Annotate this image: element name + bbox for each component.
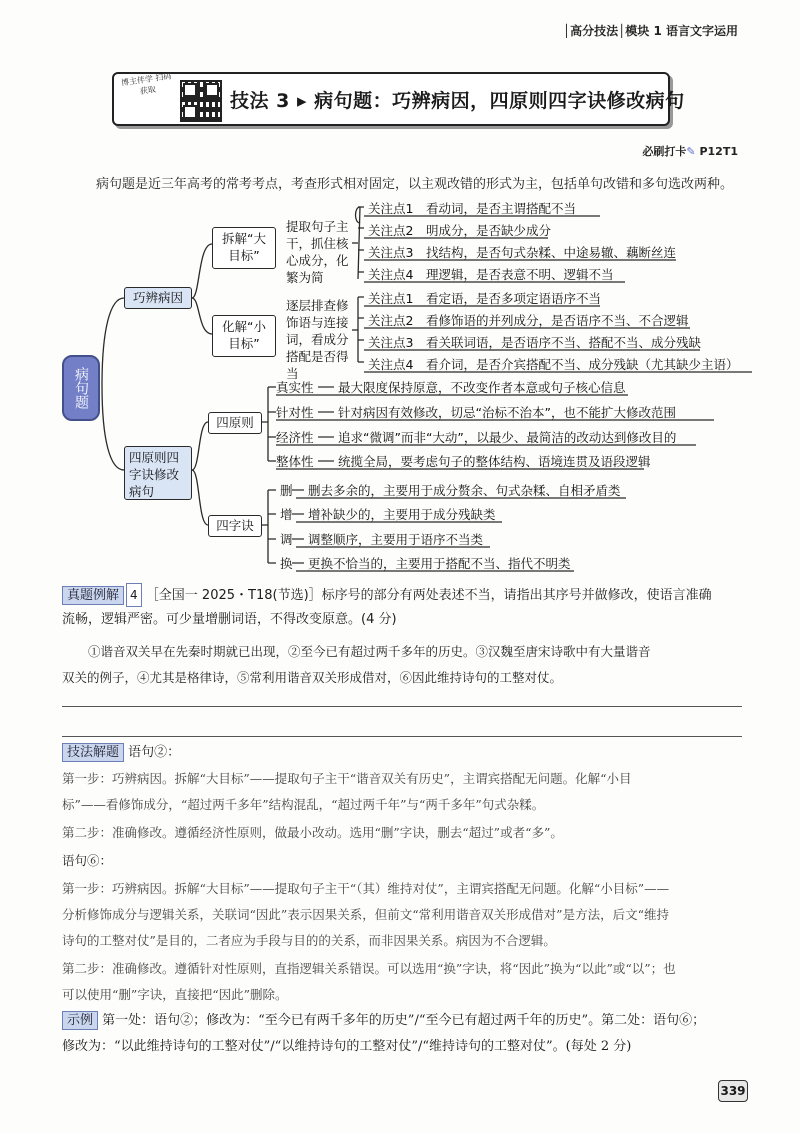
formula-2-name: 增 — [280, 507, 293, 522]
big-target-desc: 提取句子主干，抓住核心成分，化繁为简 — [286, 219, 349, 285]
small-target-point-2: 关注点2 看修饰语的并列成分，是否语序不当、不合逻辑 — [368, 313, 689, 328]
solution-s6-label: 语句⑥： — [62, 853, 113, 868]
branch-revise-sentences — [124, 446, 192, 500]
node-small-target — [212, 315, 276, 357]
mindmap-root — [62, 355, 100, 421]
example-number: 4 — [126, 583, 142, 607]
node-big-target — [212, 227, 276, 269]
example-tag: 真题例解 — [62, 586, 124, 605]
checkin-code: P12T1 — [699, 145, 738, 158]
principle-3-desc: 追求“微调”而非“大动”，以最少、最简洁的改动达到修改目的 — [338, 430, 677, 445]
formula-4-desc: 更换不恰当的，主要用于搭配不当、指代不明类 — [308, 556, 571, 571]
big-target-point-4: 关注点4 理逻辑，是否表意不明、逻辑不当 — [368, 267, 614, 282]
answer-line2: 修改为：“以此维持诗句的工整对仗”/“以维持诗句的工整对仗”/“维持诗句的工整对仗”。(每处 2 分) — [62, 1039, 632, 1054]
big-target-point-3: 关注点3 找结构，是否句式杂糅、中途易辙、藕断丝连 — [368, 245, 676, 260]
solution-s6-step2-line2: 可以使用“删”字诀，直接把“因此”删除。 — [62, 987, 288, 1002]
branch-identify-errors — [124, 287, 192, 309]
principle-3-name: 经济性 — [276, 430, 314, 445]
formula-3-desc: 调整顺序，主要用于语序不当类 — [308, 532, 484, 547]
solution-heading — [62, 742, 180, 764]
example-question-line-2: 流畅，逻辑严密。可少量增删词语，不得改变原意。(4 分) — [62, 612, 397, 627]
node-four-formula-label: 四字诀 — [216, 518, 254, 533]
answer-tag: 示例 — [62, 1011, 98, 1030]
node-four-formula — [208, 515, 262, 537]
small-target-desc: 逐层排查修饰语与连接词，看成分搭配是否得当 — [286, 298, 349, 381]
solution-s2-step1-line1: 第一步：巧辨病因。拆解“大目标”——提取句子主干“谐音双关有历史”，主谓宾搭配无问题。化解“小目 — [62, 771, 632, 786]
big-target-point-2: 关注点2 明成分，是否缺少成分 — [368, 223, 551, 238]
branch-revise-sentences-label: 四原则四字诀修改病句 — [129, 450, 180, 499]
solution-s6-step2-line1: 第二步：准确修改。遵循针对性原则，直指逻辑关系错误。可以选用“换”字诀，将“因此”换为“以此”或“以”；也 — [62, 961, 676, 976]
running-header: │高分技法│模块 1 语言文字运用 — [562, 24, 738, 38]
principle-4-name: 整体性 — [276, 454, 314, 469]
solution-s2-label: 语句②： — [128, 745, 181, 760]
principle-2-name: 针对性 — [276, 405, 314, 420]
principle-4-desc: 统揽全局，要考虑句子的整体结构、语境连贯及语段逻辑 — [338, 454, 651, 469]
answer-line1 — [62, 1010, 705, 1032]
answer-text-1: 第一处：语句②；修改为：“至今已有两千多年的历史”/“至今已有超过两千年的历史”。第二处：语句⑥； — [102, 1013, 706, 1028]
solution-s2-step1-line2: 标”——看修饰成分，“超过两千多年”结构混乱，“超过两千年”与“两千多年”句式杂糅。 — [62, 797, 545, 812]
example-passage-line-2: 双关的例子，④尤其是格律诗，⑤常利用谐音双关形成借对，⑥因此维持诗句的工整对仗。 — [62, 670, 563, 685]
example-question-line-1 — [62, 583, 712, 607]
banner-title: 技法 3 ▸ 病句题：巧辨病因，四原则四字诀修改病句 — [230, 90, 685, 112]
solution-s6-step1-line1: 第一步：巧辨病因。拆解“大目标”——提取句子主干“（其）维持对仗”，主谓宾搭配无问题。化解“小目标”—— — [62, 881, 670, 896]
checkin-text: 必刷打卡 — [642, 145, 687, 158]
principle-2-desc: 针对病因有效修改，切忌“治标不治本”，也不能扩大修改范围 — [338, 405, 676, 420]
formula-1-name: 删 — [280, 483, 293, 498]
small-target-point-3: 关注点3 看关联词语，是否语序不当、搭配不当、成分残缺 — [368, 335, 701, 350]
node-big-target-label: 拆解“大目标” — [222, 231, 266, 263]
formula-4-name: 换 — [280, 556, 293, 571]
solution-tag: 技法解题 — [62, 743, 124, 762]
principle-1-name: 真实性 — [276, 380, 314, 395]
answer-line-1 — [62, 706, 742, 707]
solution-s2-step2: 第二步：准确修改。遵循经济性原则，做最小改动。选用“删”字诀，删去“超过”或者“多”。 — [62, 825, 563, 840]
intro-paragraph: 病句题是近三年高考的常考考点，考查形式相对固定，以主观改错的形式为主，包括单句改错和多句选改两种。 — [96, 177, 734, 192]
node-small-target-label: 化解“小目标” — [222, 319, 266, 351]
node-four-principles-label: 四原则 — [216, 415, 254, 430]
page-number: 339 — [718, 1080, 748, 1102]
pen-icon: ✎ — [686, 145, 696, 158]
principle-1-desc: 最大限度保持原意，不改变作者本意或句子核心信息 — [338, 380, 626, 395]
example-passage-line-1: ①谐音双关早在先秦时期就已出现，②至今已有超过两千多年的历史。③汉魏至唐宋诗歌中有大量谐音 — [88, 644, 651, 659]
formula-3-name: 调 — [280, 532, 293, 547]
solution-s6-step1-line2: 分析修饰成分与逻辑关系，关联词“因此”表示因果关系，但前文“常利用谐音双关形成借对”是方法，后文“维持 — [62, 907, 669, 922]
mindmap-root-label: 病句题 — [73, 367, 89, 409]
solution-s6-step1-line3: 诗句的工整对仗”是目的，二者应为手段与目的的关系，而非因果关系。病因为不合逻辑。 — [62, 933, 556, 948]
branch-identify-errors-label: 巧辨病因 — [132, 290, 183, 305]
small-target-point-1: 关注点1 看定语，是否多项定语语序不当 — [368, 291, 601, 306]
node-four-principles — [208, 412, 262, 434]
formula-2-desc: 增补缺少的，主要用于成分残缺类 — [308, 507, 496, 522]
qr-note: 博主伴学 扫码获取 — [120, 71, 172, 97]
big-target-point-1: 关注点1 看动词，是否主谓搭配不当 — [368, 201, 576, 216]
formula-1-desc: 删去多余的，主要用于成分赘余、句式杂糅、自相矛盾类 — [308, 483, 621, 498]
answer-line-2 — [62, 736, 742, 737]
example-question-text-1: ［全国一 2025・T18(节选)］标序号的部分有两处表述不当，请指出其序号并做修改，使语言准确 — [145, 588, 712, 603]
small-target-point-4: 关注点4 看介词，是否介宾搭配不当、成分残缺（尤其缺少主语） — [368, 357, 739, 372]
